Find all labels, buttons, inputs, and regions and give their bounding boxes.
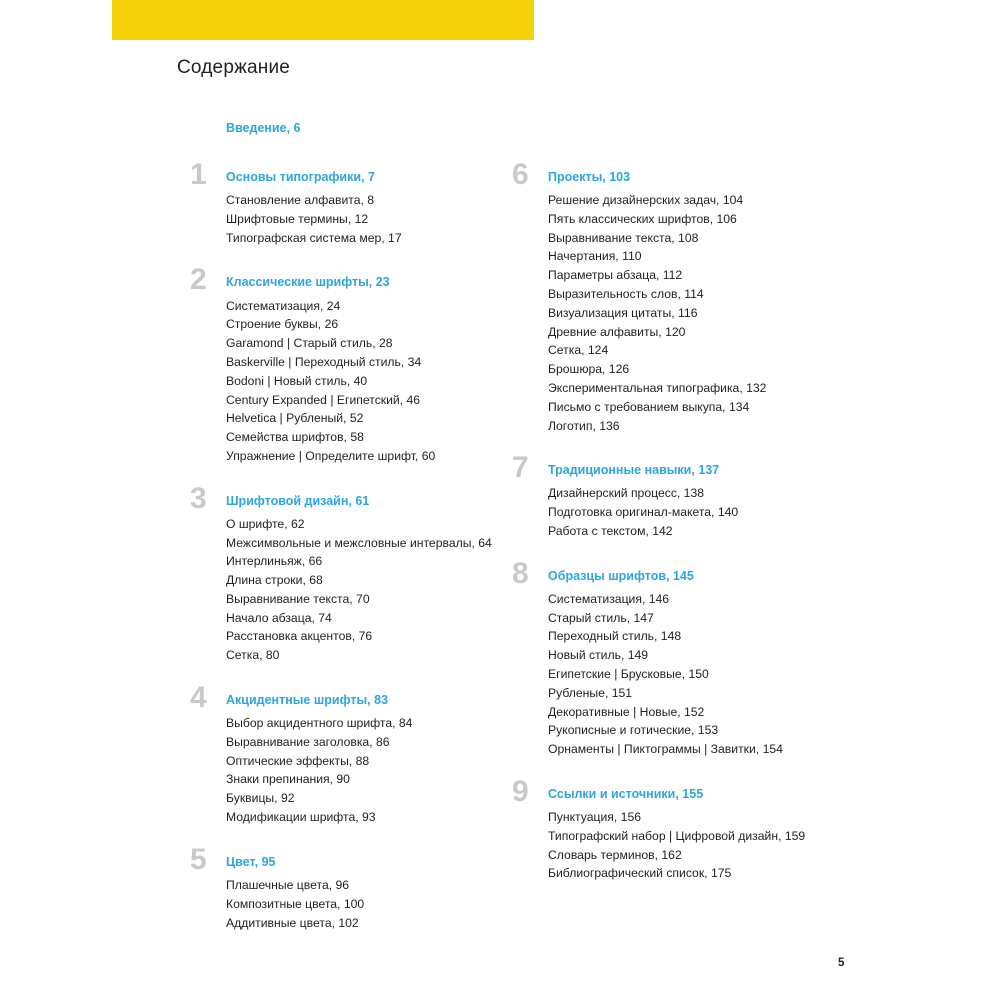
toc-entry[interactable]: Египетские | Брусковые, 150 [548, 667, 709, 681]
toc-entry[interactable]: Выравнивание текста, 108 [548, 230, 699, 245]
chapter-number: 2 [190, 263, 207, 297]
chapter-heading[interactable]: Акцидентные шрифты, 83 [226, 693, 389, 707]
page-title: Содержание [177, 57, 291, 78]
toc-entry[interactable]: Начертания, 110 [548, 249, 642, 264]
toc-entry[interactable]: Параметры абзаца, 112 [548, 268, 683, 283]
toc-entry[interactable]: Становление алфавита, 8 [226, 193, 375, 208]
intro-entry[interactable]: Введение, 6 [226, 121, 301, 135]
toc-entry[interactable]: Визуализация цитаты, 116 [548, 305, 698, 320]
toc-entry[interactable]: Начало абзаца, 74 [226, 610, 332, 625]
chapter-heading[interactable]: Ссылки и источники, 155 [548, 786, 704, 801]
chapter-number: 5 [190, 842, 207, 876]
toc-entry[interactable]: Семейства шрифтов, 58 [226, 430, 364, 445]
header-banner [112, 0, 534, 40]
toc-entry[interactable]: Сетка, 80 [226, 648, 280, 663]
toc-entry[interactable]: Выравнивание текста, 70 [226, 591, 370, 606]
toc-entry[interactable]: Типографский набор | Цифровой дизайн, 159 [548, 828, 806, 843]
toc-entry[interactable]: Пять классических шрифтов, 106 [548, 211, 737, 226]
toc-entry[interactable]: Решение дизайнерских задач, 104 [548, 193, 744, 208]
chapter-heading[interactable]: Проекты, 103 [548, 170, 631, 184]
toc-chapter [512, 451, 932, 540]
toc-entry[interactable]: Аддитивные цвета, 102 [226, 915, 359, 930]
chapter-number: 4 [190, 681, 207, 714]
chapter-body [548, 567, 932, 759]
toc-entry[interactable]: Шрифтовые термины, 12 [226, 211, 369, 226]
toc-entry[interactable]: Рукописные и готические, 153 [548, 723, 719, 738]
toc-entry[interactable]: Пунктуация, 156 [548, 810, 642, 825]
toc-entry[interactable]: Дизайнерский процесс, 138 [548, 486, 705, 501]
toc-entry[interactable]: Выравнивание заголовка, 86 [226, 734, 390, 749]
toc-entry[interactable]: Логотип, 136 [548, 418, 620, 433]
toc-chapter [512, 774, 932, 883]
toc-entry[interactable]: Плашечные цвета, 96 [226, 877, 350, 892]
chapter-number: 1 [190, 158, 207, 191]
toc-entry[interactable]: Bodoni | Новый стиль, 40 [226, 373, 368, 388]
toc-entry[interactable]: Систематизация, 146 [548, 591, 670, 606]
toc-entry[interactable]: Helvetica | Рубленый, 52 [226, 411, 364, 426]
toc-entry[interactable]: Декоративные | Новые, 152 [548, 704, 705, 719]
toc-entry[interactable]: Старый стиль, 147 [548, 610, 654, 625]
chapter-number: 9 [512, 774, 529, 808]
toc-entry[interactable]: Переходный стиль, 148 [548, 629, 682, 644]
toc-entry[interactable]: Упражнение | Определите шрифт, 60 [226, 448, 436, 463]
toc-entry[interactable]: Расстановка акцентов, 76 [226, 629, 373, 644]
toc-entry[interactable]: Брошюра, 126 [548, 362, 630, 377]
chapter-number: 8 [512, 556, 529, 590]
toc-entry[interactable]: Типографская система мер, 17 [226, 230, 402, 245]
toc-entry[interactable]: Рубленые, 151 [548, 685, 633, 700]
toc-entry[interactable]: Garamond | Старый стиль, 28 [226, 336, 393, 351]
chapter-heading[interactable]: Образцы шрифтов, 145 [548, 568, 694, 583]
toc-entry[interactable]: Новый стиль, 149 [548, 648, 649, 663]
toc-entry[interactable]: Систематизация, 24 [226, 298, 341, 313]
chapter-number: 3 [190, 481, 207, 515]
toc-chapter [512, 158, 932, 435]
toc-entry[interactable]: Длина строки, 68 [226, 573, 323, 588]
toc-entry[interactable]: Письмо с требованием выкупа, 134 [548, 399, 750, 414]
chapter-number: 6 [512, 158, 529, 191]
toc-entry[interactable]: Сетка, 124 [548, 343, 609, 358]
toc-entry[interactable]: Подготовка оригинал-макета, 140 [548, 505, 739, 520]
toc-entry[interactable]: Модификации шрифта, 93 [226, 810, 376, 825]
toc-entry[interactable]: О шрифте, 62 [226, 516, 305, 531]
chapter-heading[interactable]: Основы типографики, 7 [226, 170, 375, 184]
chapter-body [548, 785, 932, 883]
toc-entry[interactable]: Знаки препинания, 90 [226, 772, 350, 787]
toc-entry[interactable]: Орнаменты | Пиктограммы | Завитки, 154 [548, 742, 783, 757]
chapter-heading[interactable]: Цвет, 95 [226, 854, 276, 869]
chapter-body [548, 168, 932, 435]
toc-entry[interactable]: Буквицы, 92 [226, 791, 295, 806]
toc-entry[interactable]: Интерлиньяж, 66 [226, 554, 323, 569]
toc-entry[interactable]: Baskerville | Переходный стиль, 34 [226, 354, 422, 369]
toc-entry[interactable]: Композитные цвета, 100 [226, 896, 365, 911]
page-number: 5 [838, 957, 845, 969]
toc-entry[interactable]: Оптические эффекты, 88 [226, 753, 370, 768]
toc-entry[interactable]: Библиографический список, 175 [548, 866, 732, 881]
chapter-number: 7 [512, 451, 529, 485]
toc-entry[interactable]: Выразительность слов, 114 [548, 287, 704, 302]
toc-entry[interactable]: Выбор акцидентного шрифта, 84 [226, 716, 413, 731]
toc-entry[interactable]: Древние алфавиты, 120 [548, 324, 686, 339]
chapter-heading[interactable]: Традиционные навыки, 137 [548, 463, 720, 478]
toc-column-right [512, 158, 932, 909]
toc-entry[interactable]: Экспериментальная типографика, 132 [548, 380, 767, 395]
toc-chapter [512, 556, 932, 759]
chapter-heading[interactable]: Классические шрифты, 23 [226, 275, 390, 290]
toc-entry[interactable]: Строение буквы, 26 [226, 317, 339, 332]
chapter-body [548, 461, 932, 540]
chapter-heading[interactable]: Шрифтовой дизайн, 61 [226, 493, 370, 508]
toc-entry[interactable]: Работа с текстом, 142 [548, 523, 673, 538]
toc-entry[interactable]: Century Expanded | Египетский, 46 [226, 392, 421, 407]
toc-entry[interactable]: Словарь терминов, 162 [548, 847, 682, 862]
toc-entry[interactable]: Межсимвольные и межсловные интервалы, 64 [226, 535, 492, 550]
